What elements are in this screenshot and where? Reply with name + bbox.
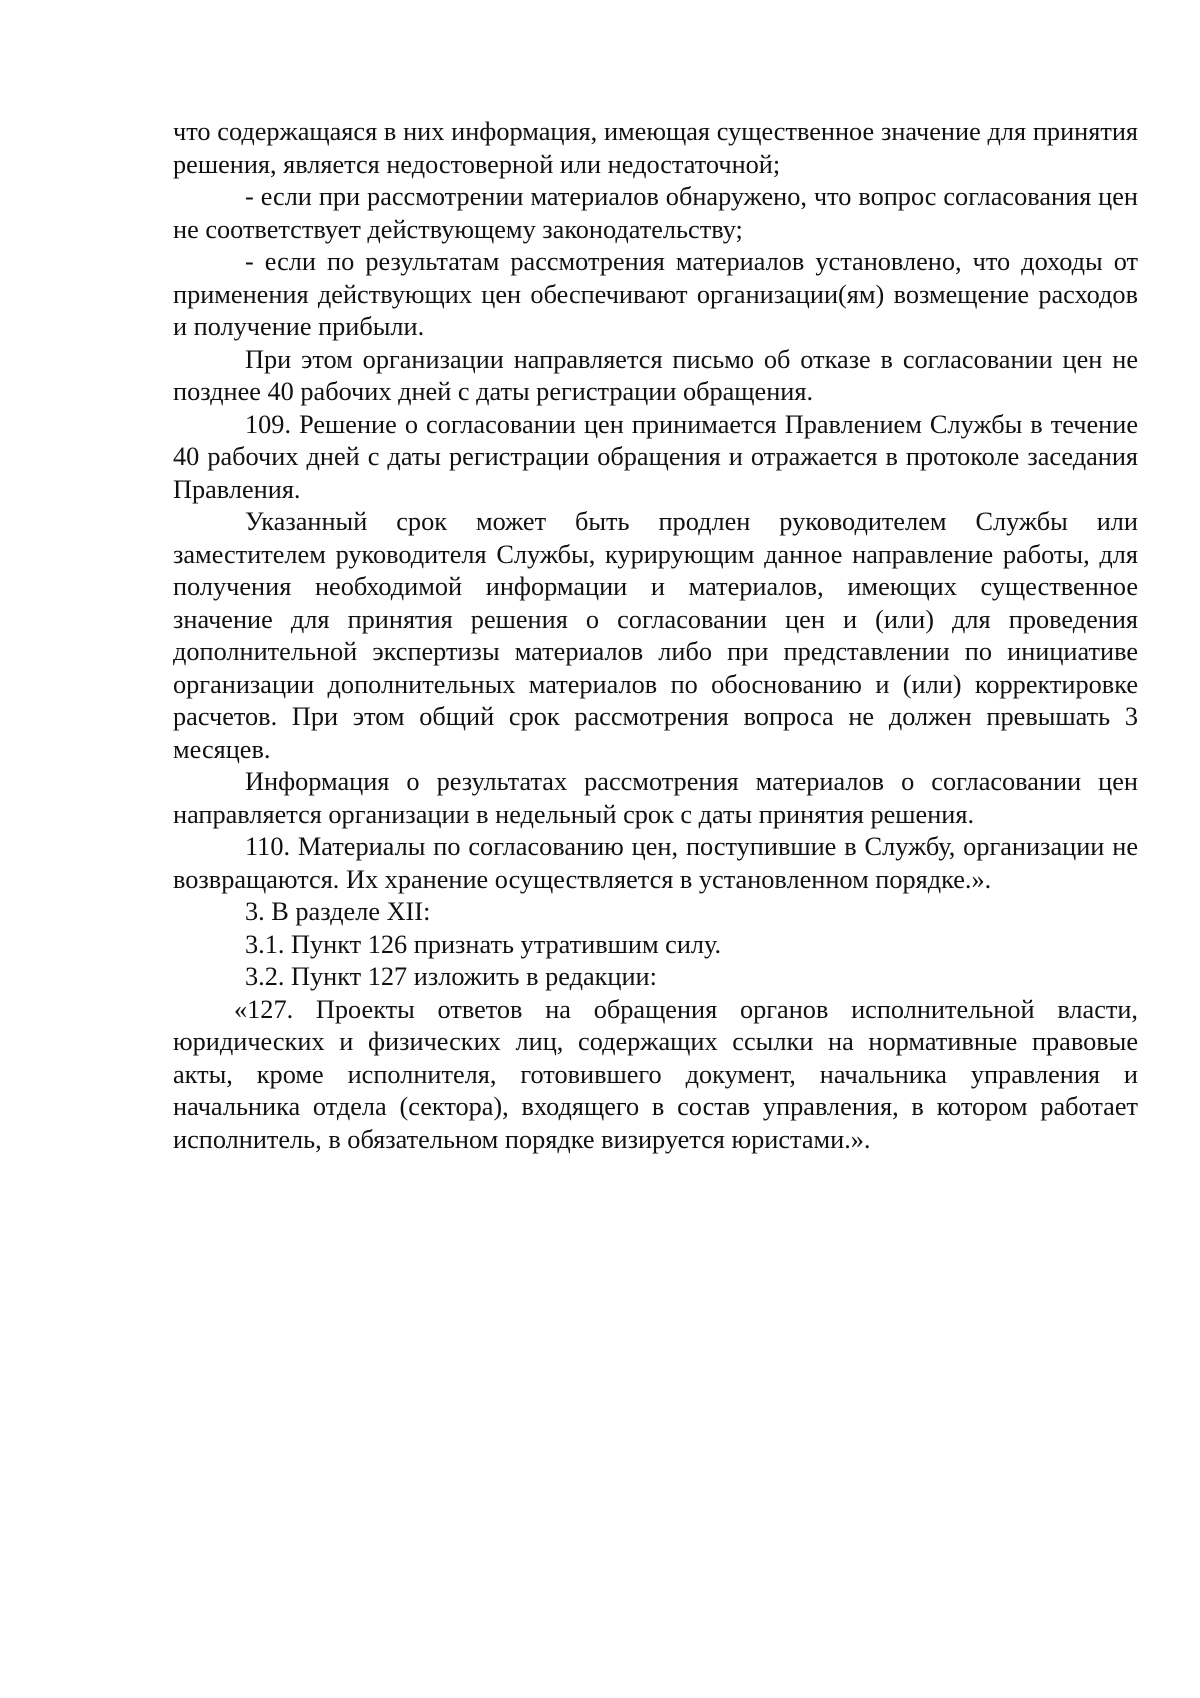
paragraph-clause-109: 109. Решение о согласовании цен принимается Правлением Службы в течение 40 рабочих дней с даты регистрации обращения и отражается в протоколе заседания Правления. [173, 409, 1138, 504]
paragraph-list-item-legislation: - если при рассмотрении материалов обнаружено, что вопрос согласования цен не соответствует действующему законодательству; [173, 182, 1138, 244]
paragraph-section-xii: 3. В разделе XII: [245, 897, 431, 926]
document-body [173, 116, 1138, 1156]
paragraph-item-3-2: 3.2. Пункт 127 изложить в редакции: [245, 962, 657, 991]
paragraph-clause-110: 110. Материалы по согласованию цен, поступившие в Службу, организации не возвращаются. Их хранение осуществляется в установленном порядке.». [173, 832, 1138, 894]
paragraph-clause-127: «127. Проекты ответов на обращения органов исполнительной власти, юридических и физических лиц, содержащих ссылки на нормативные правовые акты, кроме исполнителя, готовившего документ, начальника управления и начальника отдела (сектора), входящего в состав управления, в котором работает исполнитель, в обязательном порядке визируется юристами.». [173, 994, 1138, 1154]
paragraph-continuation: что содержащаяся в них информация, имеющая существенное значение для принятия решения, является недостоверной или недостаточной; [173, 117, 1138, 179]
paragraph-results-info: Информация о результатах рассмотрения материалов о согласовании цен направляется организации в недельный срок с даты принятия решения. [173, 767, 1138, 829]
paragraph-refusal-letter: При этом организации направляется письмо об отказе в согласовании цен не позднее 40 рабочих дней с даты регистрации обращения. [173, 344, 1138, 406]
paragraph-list-item-income: - если по результатам рассмотрения материалов установлено, что доходы от применения действующих цен обеспечивают организации(ям) возмещение расходов и получение прибыли. [173, 247, 1138, 341]
paragraph-item-3-1: 3.1. Пункт 126 признать утратившим силу. [245, 929, 722, 959]
paragraph-term-extension: Указанный срок может быть продлен руководителем Службы или заместителем руководителя Службы, курирующим данное направление работы, для получения необходимой информации и материалов, имеющих существенное значение для принятия решения о согласовании цен и (или) для проведения дополнительной экспертизы материалов либо при представлении по инициативе организации дополнительных материалов по обоснованию и (или) корректировке расчетов. При этом общий срок рассмотрения вопроса не должен превышать 3 месяцев. [173, 507, 1138, 764]
